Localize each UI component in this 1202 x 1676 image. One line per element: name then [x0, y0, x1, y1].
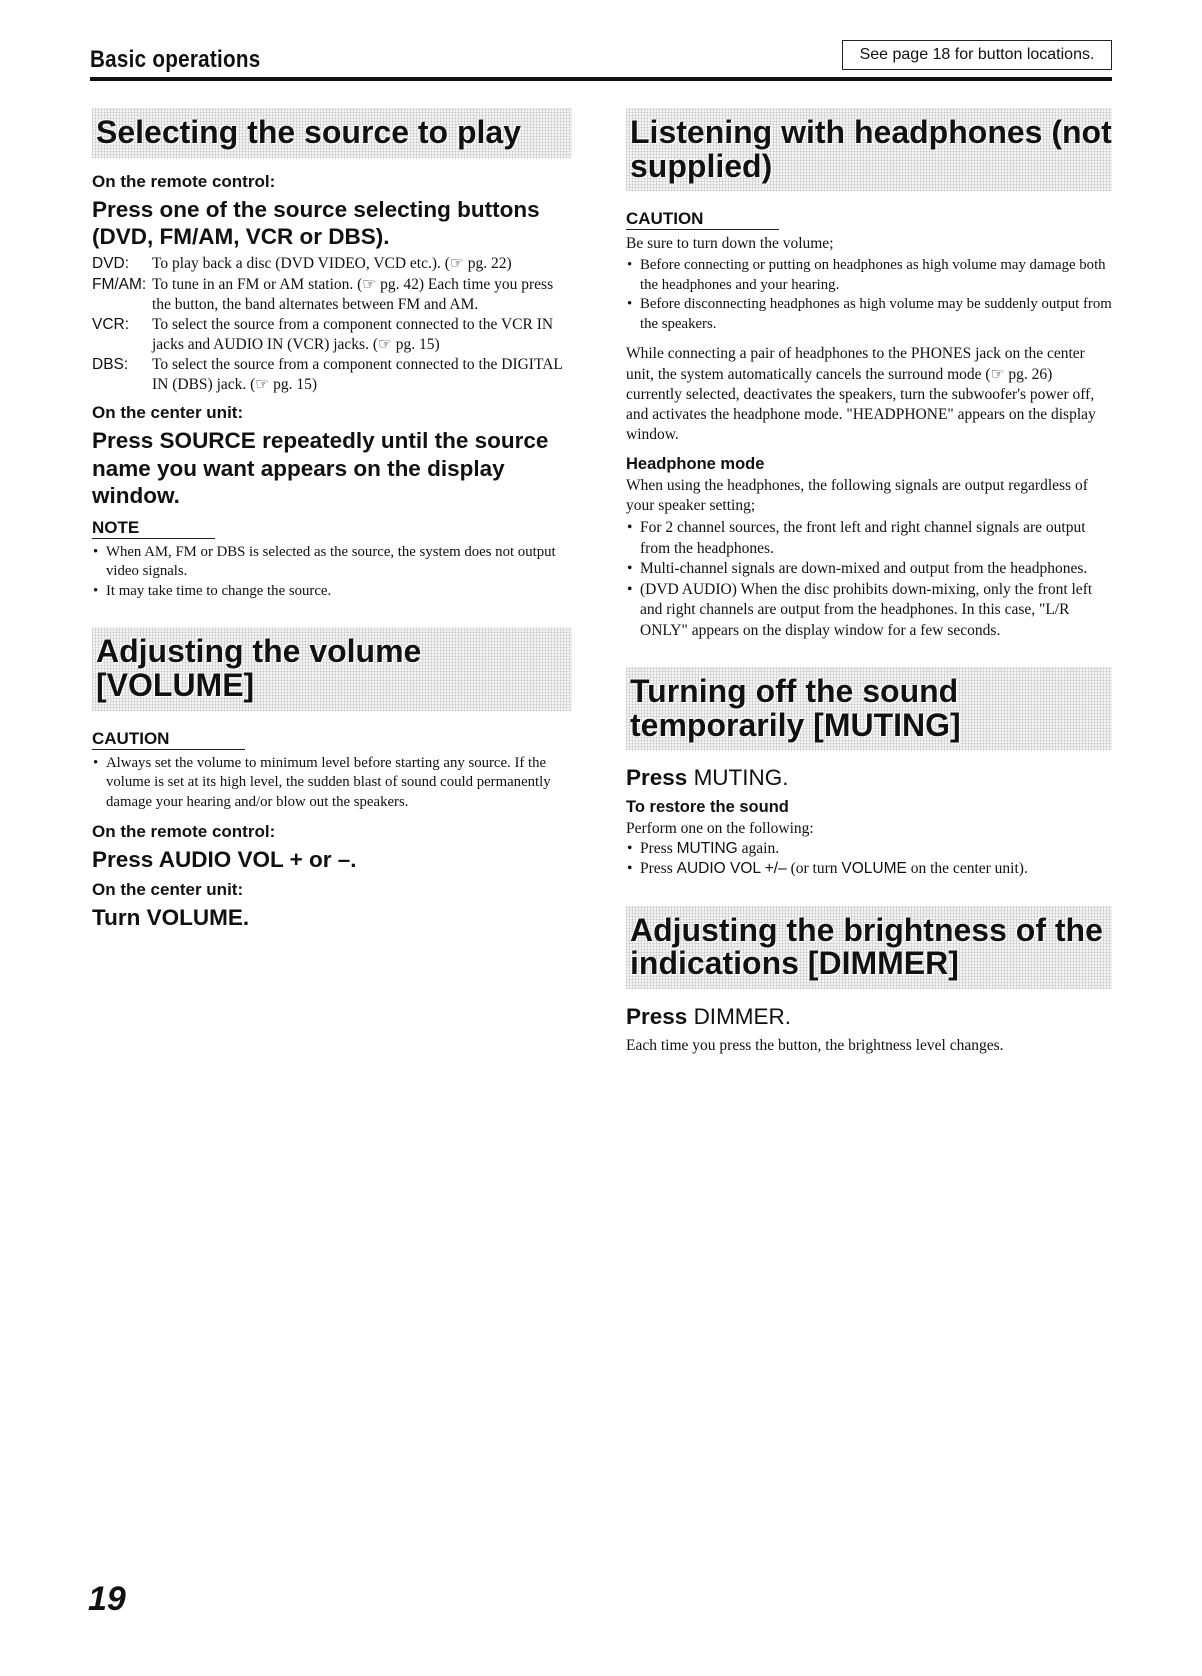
header-rule [90, 77, 1112, 81]
center-unit-label: On the center unit: [92, 879, 244, 899]
definition-term: FM/AM: [92, 275, 147, 293]
center-instruction: Turn VOLUME. [92, 904, 250, 930]
section-dimmer [626, 906, 1112, 1057]
definition-desc: To play back a disc (DVD VIDEO, VCD etc.). (☞ pg. 22) [152, 255, 512, 273]
list-item: • Always set the volume to minimum level before starting any source. If the volume is set at its high level, the sudden blast of sound could permanently damage your hearing and/or blow out the speakers. [92, 754, 572, 813]
caution-list [92, 754, 572, 813]
left-column [92, 108, 572, 957]
list-item: • Before disconnecting headphones as high volume may be suddenly output from the speakers. [626, 295, 1112, 334]
dimmer-instruction: Press DIMMER. [626, 1004, 792, 1030]
muting-instruction: Press MUTING. [626, 765, 789, 791]
heading-selecting-source: Selecting the source to play [92, 108, 572, 158]
remote-control-label: On the remote control: [92, 822, 276, 842]
heading-muting: Turning off the sound temporarily [MUTING] [626, 667, 1112, 750]
definition-term: DBS: [92, 356, 129, 374]
heading-dimmer: Adjusting the brightness of the indications [DIMMER] [626, 906, 1112, 989]
source-definition-list [92, 254, 572, 395]
section-header: Basic operations [90, 46, 261, 73]
center-unit-label: On the center unit: [92, 403, 244, 423]
definition-row [92, 275, 572, 315]
definition-desc: To tune in an FM or AM station. (☞ pg. 42) Each time you press the button, the band alternates between FM and AM. [152, 275, 554, 313]
definition-desc: To select the source from a component connected to the DIGITAL IN (DBS) jack. (☞ pg. 15) [152, 356, 563, 394]
remote-instruction: Press one of the source selecting buttons (DVD, FM/AM, VCR or DBS). [92, 196, 540, 250]
section-adjusting-volume [92, 627, 572, 931]
caution-intro: Be sure to turn down the volume; [626, 235, 834, 253]
headphone-mode-intro: When using the headphones, the following signals are output regardless of your speaker setting; [626, 477, 1088, 515]
definition-row [92, 355, 572, 395]
list-item: • Press AUDIO VOL +/– (or turn VOLUME on the center unit). [626, 859, 1112, 879]
section-selecting-source [92, 108, 572, 601]
headphone-mode-title: Headphone mode [626, 455, 765, 474]
definition-desc: To select the source from a component connected to the VCR IN jacks and AUDIO IN (VCR) jacks. (☞ pg. 15) [152, 315, 554, 354]
right-column [626, 108, 1112, 1083]
restore-intro: Perform one on the following: [626, 819, 814, 837]
page-reference-box [842, 40, 1112, 70]
definition-term: VCR: [92, 315, 130, 333]
restore-title: To restore the sound [626, 797, 789, 816]
section-muting [626, 667, 1112, 880]
section-headphones [626, 108, 1112, 641]
heading-headphones: Listening with headphones (not supplied) [626, 108, 1112, 191]
list-item: • (DVD AUDIO) When the disc prohibits down-mixing, only the front left and right channels are output from the headphones. In this case, "L/R ONLY" appears on the display window for a few seconds. [626, 580, 1112, 641]
headphone-mode-list [626, 518, 1112, 641]
heading-adjusting-volume: Adjusting the volume [VOLUME] [92, 627, 572, 710]
page-number: 19 [88, 1580, 126, 1618]
remote-instruction: Press AUDIO VOL + or –. [92, 847, 357, 873]
definition-row [92, 315, 572, 355]
note-list [92, 543, 572, 602]
definition-term: DVD: [92, 255, 130, 273]
caution-title: CAUTION [626, 209, 779, 230]
dimmer-body: Each time you press the button, the brightness level changes. [626, 1037, 1004, 1055]
caution-list [626, 256, 1112, 334]
list-item: • Press MUTING again. [626, 839, 1112, 859]
remote-control-label: On the remote control: [92, 171, 276, 191]
list-item: • Multi-channel signals are down-mixed and output from the headphones. [626, 559, 1112, 579]
list-item: • Before connecting or putting on headphones as high volume may damage both the headphones and your hearing. [626, 256, 1112, 295]
definition-row [92, 254, 572, 274]
restore-list [626, 839, 1112, 880]
center-instruction: Press SOURCE repeatedly until the source name you want appears on the display window. [92, 428, 549, 509]
headphones-body: While connecting a pair of headphones to the PHONES jack on the center unit, the system automatically cancels the surround mode (☞ pg. 26) currently selected, deactivates the speakers, turn the subwoofer's power off, and activates the headphone mode. "HEADPHONE" appears on the display window. [626, 345, 1096, 444]
list-item: • When AM, FM or DBS is selected as the source, the system does not output video signals. [92, 543, 572, 582]
page-reference-text: See page 18 for button locations. [859, 46, 1095, 63]
list-item: • For 2 channel sources, the front left and right channel signals are output from the headphones. [626, 518, 1112, 559]
caution-title: CAUTION [92, 729, 245, 750]
list-item: • It may take time to change the source. [92, 582, 572, 602]
note-title: NOTE [92, 518, 215, 539]
